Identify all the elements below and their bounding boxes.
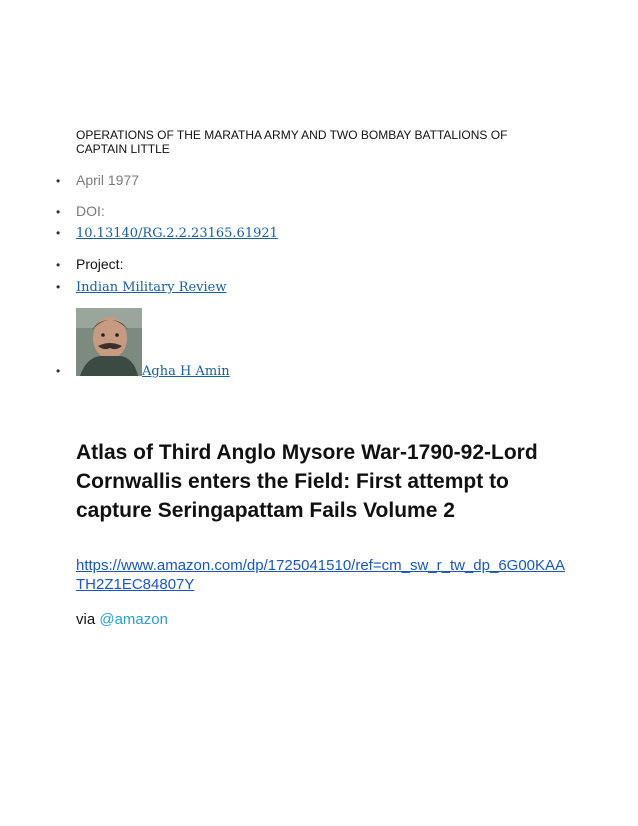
bullet-icon: •	[56, 280, 61, 294]
doi-link[interactable]: 10.13140/RG.2.2.23165.61921	[76, 226, 278, 241]
list-item-project-value	[56, 280, 227, 295]
via-label: via	[76, 611, 96, 628]
bullet-icon: •	[56, 258, 61, 272]
list-item-author	[56, 364, 230, 379]
via-line	[76, 611, 168, 628]
bullet-icon: •	[56, 174, 61, 188]
publication-subtitle: OPERATIONS OF THE MARATHA ARMY AND TWO BOMBAY BATTALIONS OF CAPTAIN LITTLE	[76, 128, 508, 156]
author-link[interactable]: Agha H Amin	[142, 364, 230, 379]
bullet-icon: •	[56, 205, 61, 219]
doi-label: DOI:	[76, 203, 105, 219]
project-link[interactable]: Indian Military Review	[76, 280, 227, 295]
list-item-doi-value	[56, 226, 278, 241]
bullet-icon: •	[56, 226, 61, 240]
bullet-icon: •	[56, 364, 61, 378]
list-item-date	[56, 172, 139, 188]
publication-date: April 1977	[76, 172, 140, 188]
project-label: Project:	[76, 256, 124, 272]
post-heading: Atlas of Third Anglo Mysore War-1790-92-Lord Cornwallis enters the Field: First attempt to capture Seringapattam Fails Volume 2	[76, 441, 538, 522]
list-item-project-label	[56, 256, 123, 272]
list-item-doi-label	[56, 203, 105, 219]
amazon-mention-link[interactable]: @amazon	[99, 611, 168, 628]
amazon-url-link[interactable]: https://www.amazon.com/dp/1725041510/ref=cm_sw_r_tw_dp_6G00KAATH2Z1EC84807Y	[76, 557, 566, 593]
